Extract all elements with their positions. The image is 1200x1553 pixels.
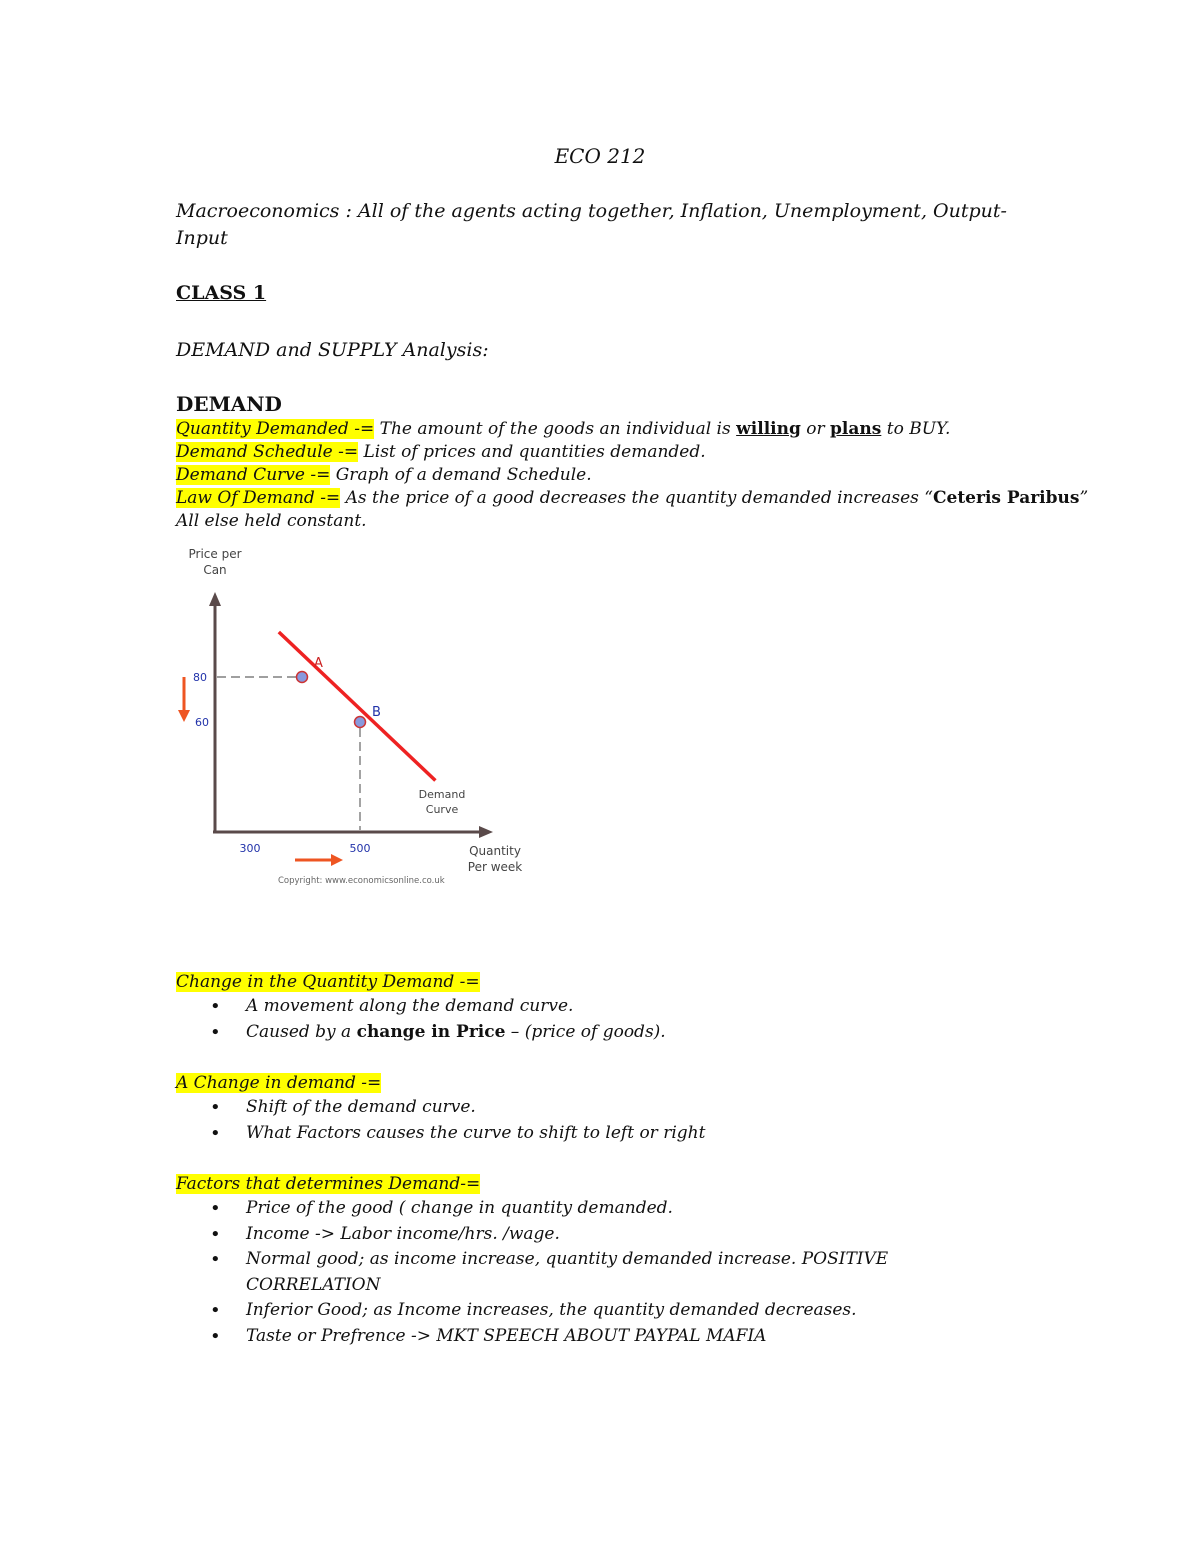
section-change-quantity-heading — [176, 971, 480, 993]
section-heading: DEMAND and SUPPLY Analysis: — [176, 339, 489, 361]
list-item — [210, 1298, 888, 1324]
curve-label-line-2: Curve — [425, 803, 459, 816]
def-term: Law Of Demand -= — [176, 488, 341, 508]
list-item — [210, 1020, 666, 1046]
def-term: Demand Schedule -= — [176, 442, 359, 462]
def-term: Demand Curve -= — [176, 465, 331, 485]
demand-curve-chart — [165, 540, 545, 890]
list-item-text: Price of the good ( change in quantity demanded. — [246, 1198, 673, 1218]
list-item-text: Taste or Prefrence -> MKT SPEECH ABOUT PAYPAL MAFIA — [246, 1325, 767, 1346]
y-tick-label-80: 80 — [193, 671, 207, 684]
list-item — [210, 994, 666, 1020]
document-title: ECO 212 — [554, 144, 646, 168]
price-decrease-arrowhead — [178, 710, 190, 722]
intro-line-2: Input — [176, 227, 228, 249]
y-axis-label-line-1: Price per — [188, 547, 242, 561]
section-change-quantity-list — [210, 994, 666, 1045]
list-item-text-continued: CORRELATION — [246, 1274, 381, 1295]
quantity-increase-arrowhead — [331, 854, 343, 866]
def-emphasis-willing: willing — [736, 419, 801, 439]
def-text-end: to BUY. — [881, 419, 951, 439]
list-item — [210, 1121, 705, 1147]
def-demand-schedule — [176, 441, 706, 463]
section-factors-heading — [176, 1173, 480, 1195]
x-tick-label-500: 500 — [349, 842, 371, 855]
y-tick-label-60: 60 — [195, 716, 209, 729]
list-item-text: Caused by a — [246, 1021, 357, 1042]
list-item-text: Income -> Labor income/hrs. /wage. — [246, 1223, 560, 1244]
section-heading-text: A Change in demand -= — [176, 1073, 382, 1093]
section-heading-text: Change in the Quantity Demand -= — [176, 972, 480, 992]
section-factors-list — [210, 1196, 888, 1349]
list-item-text: Normal good; as income increase, quantity demanded increase. POSITIVE — [246, 1249, 889, 1269]
x-axis-label-line-1: Quantity — [469, 844, 521, 858]
def-emphasis-ceteris: Ceteris Paribus — [932, 488, 1080, 508]
def-text-mid: or — [800, 419, 831, 439]
section-heading-text: Factors that determines Demand-= — [176, 1174, 481, 1194]
def-term: Quantity Demanded -= — [176, 419, 375, 439]
list-item-text-end: – (price of goods). — [505, 1021, 666, 1042]
intro-line-1: Macroeconomics : All of the agents acting together, Inflation, Unemployment, Output- — [176, 200, 1007, 222]
def-text: List of prices and quantities demanded. — [358, 442, 706, 462]
point-a-label: A — [314, 656, 323, 671]
def-demand-curve — [176, 464, 592, 486]
x-axis-arrowhead — [479, 826, 493, 838]
chart-copyright: Copyright: www.economicsonline.co.uk — [278, 876, 445, 886]
class-heading: CLASS 1 — [176, 282, 267, 304]
section-change-demand-heading — [176, 1072, 381, 1094]
list-item-text: A movement along the demand curve. — [246, 996, 574, 1016]
list-item — [210, 1222, 888, 1248]
list-item — [210, 1247, 888, 1298]
def-emphasis-plans: plans — [830, 419, 882, 439]
y-axis-label-line-2: Can — [203, 563, 227, 577]
section-change-demand-list — [210, 1095, 705, 1146]
demand-heading: DEMAND — [176, 392, 282, 416]
def-text: Graph of a demand Schedule. — [330, 465, 592, 485]
point-b — [355, 717, 366, 728]
x-tick-label-300: 300 — [239, 842, 261, 855]
point-b-label: B — [372, 705, 381, 720]
def-quantity-demanded — [176, 418, 950, 440]
list-item — [210, 1324, 888, 1350]
y-axis-arrowhead — [209, 592, 221, 606]
point-a — [297, 672, 308, 683]
list-item — [210, 1095, 705, 1121]
def-text: As the price of a good decreases the quantity demanded increases “ — [340, 488, 933, 508]
demand-curve-line — [279, 632, 436, 781]
x-axis-label-line-2: Per week — [467, 860, 523, 874]
def-text-end: ” — [1079, 488, 1089, 508]
def-text: The amount of the goods an individual is — [374, 419, 737, 439]
curve-label-line-1: Demand — [418, 788, 466, 801]
list-item — [210, 1196, 888, 1222]
list-item-text: What Factors causes the curve to shift to left or right — [246, 1122, 706, 1143]
list-item-text: Inferior Good; as Income increases, the quantity demanded decreases. — [246, 1300, 857, 1320]
list-item-bold: change in Price — [356, 1021, 506, 1042]
def-note: All else held constant. — [176, 511, 367, 531]
list-item-text: Shift of the demand curve. — [246, 1097, 476, 1117]
def-law-of-demand — [176, 487, 1088, 509]
